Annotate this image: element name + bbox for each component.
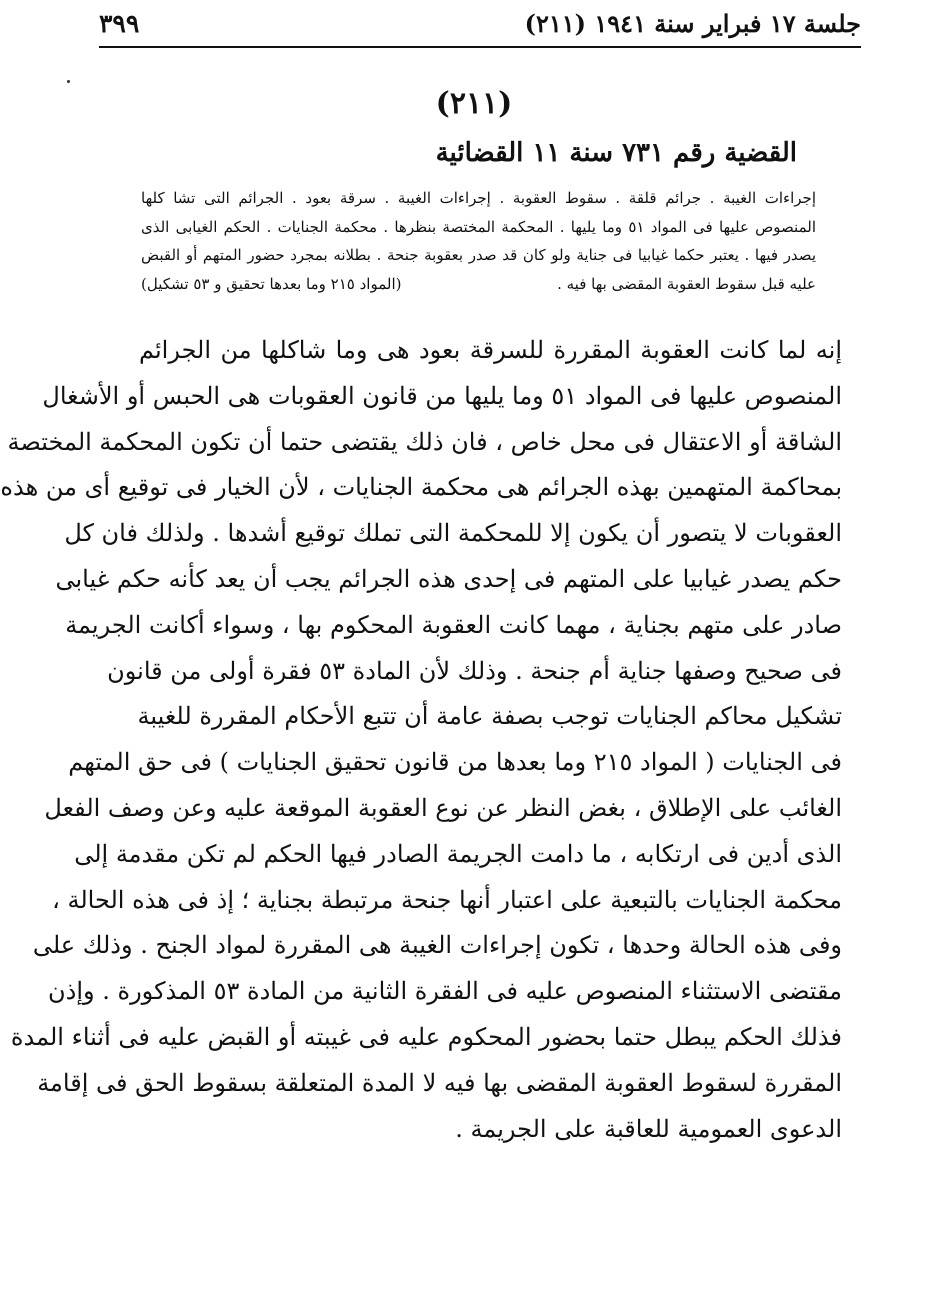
- document-page: [1, 0, 947, 1299]
- running-head: جلسة ١٧ فبراير سنة ١٩٤١ (٢١١): [524, 8, 861, 38]
- body-line: الغائب على الإطلاق ، بغض النظر عن نوع العقوبة الموقعة عليه وعن وصف الفعل: [44, 793, 842, 822]
- summary-last-line: [141, 270, 816, 299]
- body-line: العقوبات لا يتصور أن يكون إلا للمحكمة التى تملك توقيع أشدها . ولذلك فان كل: [64, 519, 842, 548]
- body-line: الشاقة أو الاعتقال فى محل خاص ، فان ذلك يقتضى حتما أن تكون المحكمة المختصة: [7, 427, 842, 456]
- body-line: فى الجنايات ( المواد ٢١٥ وما بعدها من قانون تحقيق الجنايات ) فى حق المتهم: [68, 748, 842, 777]
- body-line: محكمة الجنايات بالتبعية على اعتبار أنها جنحة مرتبطة بجناية ؛ إذ فى هذه الحالة ،: [52, 885, 842, 914]
- case-title: القضية رقم ٧٣١ سنة ١١ القضائية: [435, 138, 797, 168]
- body-line: تشكيل محاكم الجنايات توجب بصفة عامة أن تتبع الأحكام المقررة للغيبة: [137, 702, 842, 731]
- body-line: صادر على متهم بجناية ، مهما كانت العقوبة المحكوم بها ، وسواء أكانت الجريمة: [65, 610, 842, 639]
- judgment-body: [0, 328, 842, 1152]
- body-line: المقررة لسقوط العقوبة المقضى بها فيه لا المدة المتعلقة بسقوط الحق فى إقامة: [37, 1068, 842, 1097]
- page-number: ٣٩٩: [99, 8, 140, 38]
- body-line: فذلك الحكم يبطل حتما بحضور المحكوم عليه فى غيبته أو القبض عليه فى أثناء المدة: [10, 1022, 842, 1051]
- summary-line: إجراءات الغيبة . جرائم قلقة . سقوط العقوبة . إجراءات الغيبة . سرقة بعود . الجرائم التى تشا كلها: [141, 189, 816, 207]
- body-line: حكم يصدر غيابيا على المتهم فى إحدى هذه الجرائم يجب أن يعد كأنه حكم غيابى: [55, 564, 842, 593]
- page-header: [99, 0, 861, 46]
- header-rule: [99, 46, 861, 48]
- body-line: وفى هذه الحالة وحدها ، تكون إجراءات الغيبة هى المقررة لمواد الجنح . وذلك على: [32, 931, 842, 960]
- summary-line: المنصوص عليها فى المواد ٥١ وما يليها . المحكمة المختصة بنظرها . محكمة الجنايات . الحكم الغيابى الذى: [141, 217, 816, 236]
- scan-speck: [67, 80, 70, 83]
- body-line: الدعوى العمومية للعاقبة على الجريمة .: [455, 1114, 842, 1143]
- summary-line-text: عليه قبل سقوط العقوبة المقضى بها فيه .: [557, 274, 816, 293]
- body-line: إنه لما كانت العقوبة المقررة للسرقة بعود هى وما شاكلها من الجرائم: [139, 336, 842, 364]
- body-line: المنصوص عليها فى المواد ٥١ وما يليها من قانون العقوبات هى الحبس أو الأشغال: [42, 381, 842, 410]
- body-line: فى صحيح وصفها جناية أم جنحة . وذلك لأن المادة ٥٣ فقرة أولى من قانون: [107, 656, 842, 685]
- summary-citation: (المواد ٢١٥ وما بعدها تحقيق و ٥٣ تشكيل): [141, 274, 402, 293]
- case-number: (٢١١): [435, 86, 513, 121]
- body-line: بمحاكمة المتهمين بهذه الجرائم هى محكمة الجنايات ، لأن الخيار فى توقيع أى من هذه: [0, 473, 842, 502]
- body-line: الذى أدين فى ارتكابه ، ما دامت الجريمة الصادر فيها الحكم لم تكن مقدمة إلى: [74, 839, 842, 868]
- case-summary: [141, 184, 816, 298]
- summary-line: يصدر فيها . يعتبر حكما غيابيا فى جناية ولو كان قد صدر بعقوبة جنحة . بطلانه بمجرد حضور المتهم أو القبض: [141, 246, 816, 264]
- body-line: مقتضى الاستثناء المنصوص عليه فى الفقرة الثانية من المادة ٥٣ المذكورة . وإذن: [48, 977, 842, 1006]
